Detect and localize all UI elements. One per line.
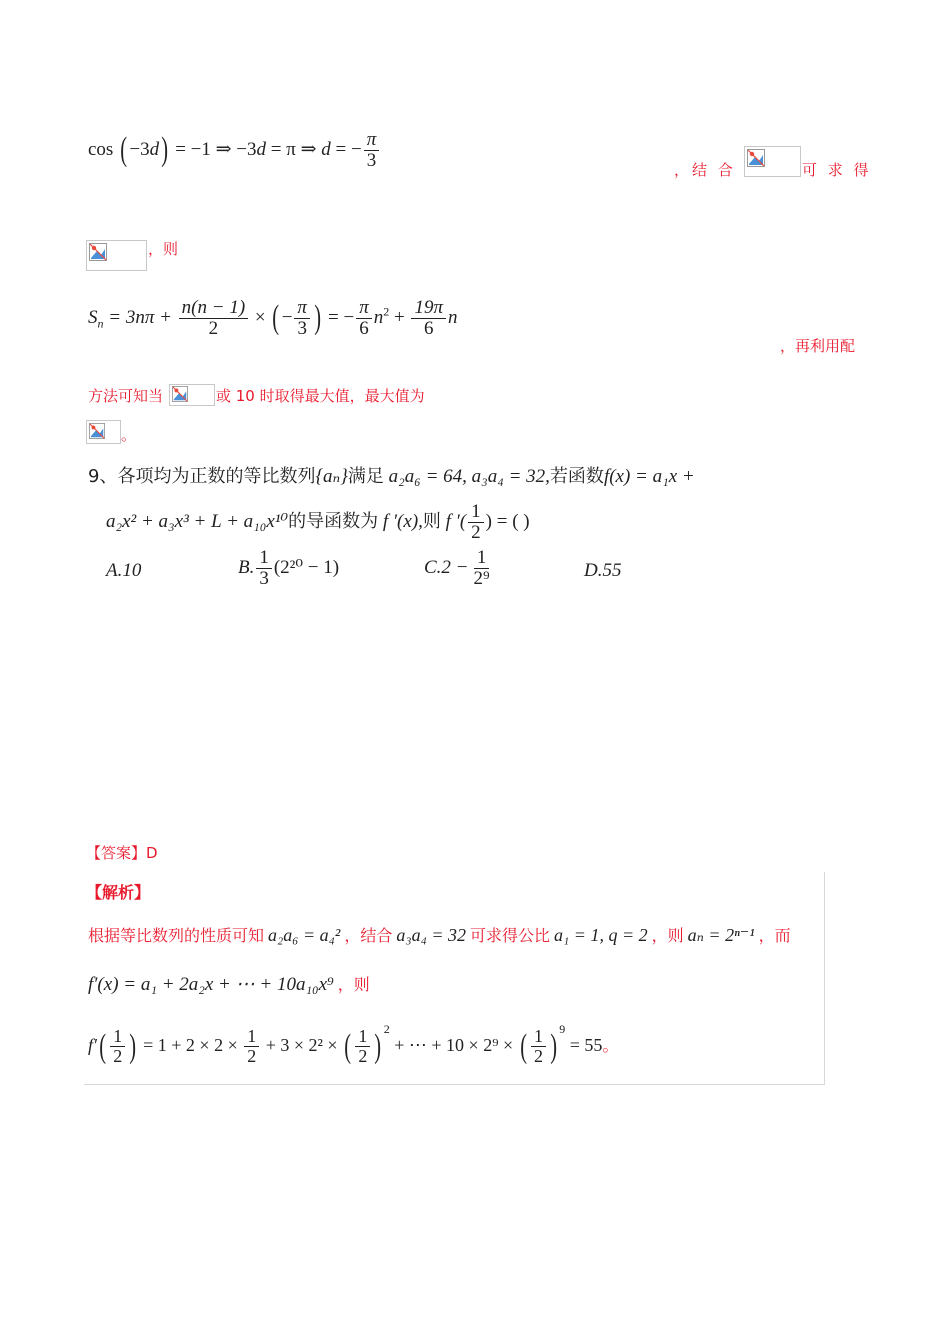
broken-image-4 (86, 420, 121, 444)
cos-text: cos (88, 138, 114, 160)
analysis-line-1: 根据等比数列的性质可知 a₂a₆ = a₄² ，结合 a₃a₄ = 32 可求得公比 a₁ = 1, q = 2 ，则 aₙ = 2ⁿ⁻¹ ，而 (88, 925, 791, 945)
text-max-value: 或 10 时取得最大值，最大值为 (216, 387, 425, 405)
analysis-line-3: f′( $\frac{1}{2}$ ) = 1 + 2 × 2 × $\frac{1}{2}$ + 3 × 2² × ( $\frac{1}{2}$ ) $^2$ + ⋯ + 10 × 2⁹ × ( $\frac{1}{2}$ ) $^9$ = 55。 (88, 1022, 619, 1067)
text-use-completing: ，再利用配 (780, 337, 856, 355)
image-placeholder-icon (86, 240, 147, 271)
text-combine: ，结 合 (674, 161, 736, 179)
analysis-line-2: f′(x) = a₁ + 2a₂x + ⋯ + 10a₁₀x⁹ ，则 (88, 974, 370, 995)
text-method: 方法可知当 (88, 387, 164, 405)
option-a[interactable]: A.10 (106, 560, 142, 581)
question-9-line2: a₂x² + a₃x³ + L + a₁₀x¹⁰的导函数为 f ′(x),则 f ′( $\frac{1}{2}$ ) = ( ) (106, 501, 530, 543)
option-b[interactable]: B. $\frac{1}{3}$ (2²⁰ − 1) (238, 547, 340, 589)
answer-label: 【答案】D (86, 844, 158, 862)
image-placeholder-icon (744, 146, 801, 177)
image-placeholder-icon (86, 420, 121, 444)
equation-sn: $S_n = 3n\pi$ + $\frac{n(n - 1)}{2}$ × ( − $\frac{\pi}{3}$ ) = − $\frac{\pi}{6}$ $n^2$ + $\frac{19\pi}{6}$ n (88, 297, 458, 339)
broken-image-1 (744, 146, 801, 177)
text-period: 。 (121, 426, 137, 444)
analysis-label: 【解析】 (86, 883, 151, 902)
question-9-line1: 9、各项均为正数的等比数列{aₙ}满足 a₂a₆ = 64, a₃a₄ = 32,若函数f(x) = a₁x + (88, 466, 695, 487)
option-c[interactable]: C.2 − $\frac{1}{\text{2⁹}}$ (424, 547, 490, 589)
option-d[interactable]: D.55 (584, 560, 622, 581)
equation-cos: cos ( −3d) = −1 ⇒ −3d = π ⇒ d = − $\frac{\pi}{3}$ (88, 130, 381, 171)
text-then: ，则 (148, 240, 179, 258)
image-placeholder-icon (169, 384, 215, 406)
broken-image-3 (169, 384, 215, 406)
broken-image-2 (86, 240, 147, 271)
text-can-obtain: 可 求 得 (802, 161, 872, 179)
